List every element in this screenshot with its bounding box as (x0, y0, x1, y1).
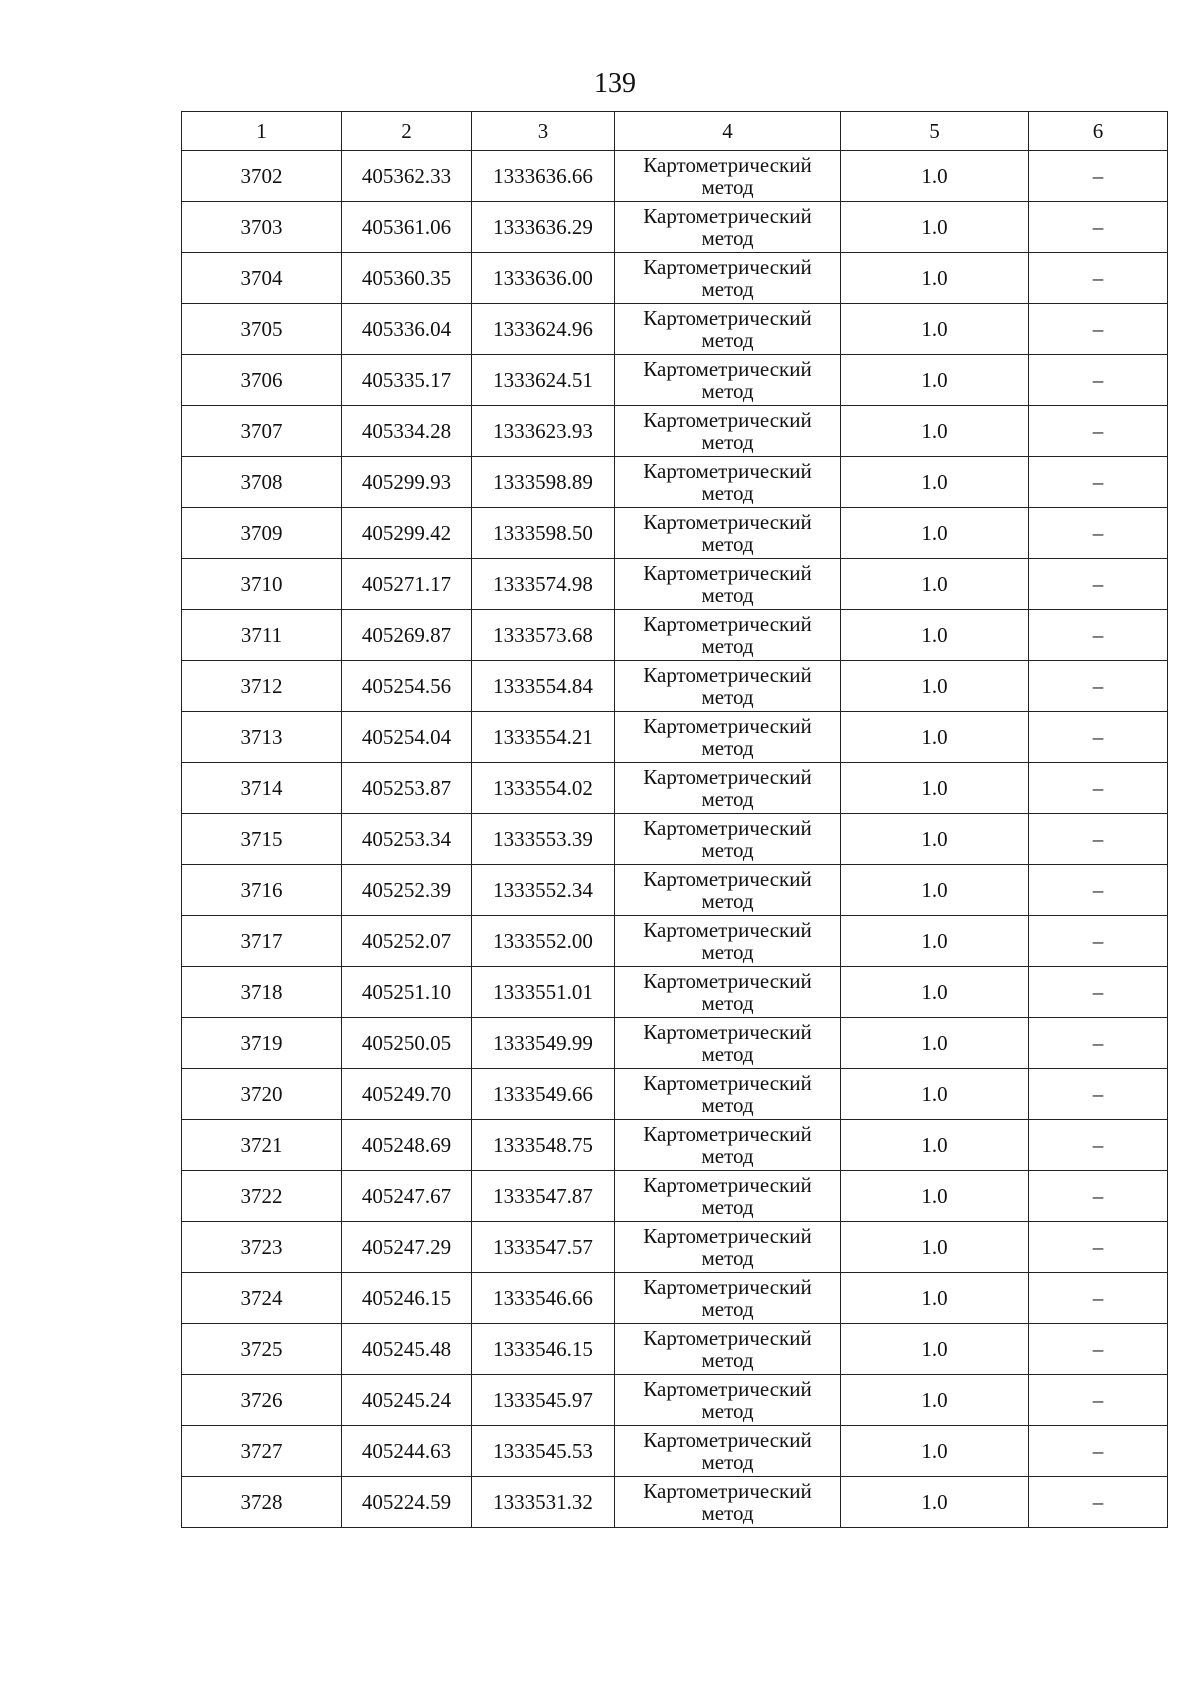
accuracy-cell: 1.0 (841, 712, 1029, 763)
note-cell: – (1029, 304, 1168, 355)
method-cell (615, 1171, 841, 1222)
x-coordinate-cell: 405245.24 (342, 1375, 472, 1426)
point-number-cell: 3725 (182, 1324, 342, 1375)
point-number-cell: 3726 (182, 1375, 342, 1426)
page-number: 139 (594, 68, 636, 99)
y-coordinate-cell: 1333573.68 (472, 610, 615, 661)
method-cell (615, 508, 841, 559)
y-coordinate-cell: 1333545.97 (472, 1375, 615, 1426)
coordinates-table (181, 111, 1168, 1528)
method-cell (615, 151, 841, 202)
table-row (182, 1324, 1168, 1375)
column-header-5: 5 (841, 112, 1029, 151)
y-coordinate-cell: 1333636.66 (472, 151, 615, 202)
y-coordinate-cell: 1333623.93 (472, 406, 615, 457)
accuracy-cell: 1.0 (841, 661, 1029, 712)
x-coordinate-cell: 405249.70 (342, 1069, 472, 1120)
y-coordinate-cell: 1333554.02 (472, 763, 615, 814)
y-coordinate-cell: 1333548.75 (472, 1120, 615, 1171)
accuracy-cell: 1.0 (841, 253, 1029, 304)
method-text-line2: метод (701, 226, 754, 250)
table-row (182, 151, 1168, 202)
x-coordinate-cell: 405361.06 (342, 202, 472, 253)
note-cell: – (1029, 814, 1168, 865)
method-cell (615, 1120, 841, 1171)
note-cell: – (1029, 763, 1168, 814)
point-number-cell: 3727 (182, 1426, 342, 1477)
note-cell: – (1029, 355, 1168, 406)
table-row (182, 763, 1168, 814)
table-row (182, 610, 1168, 661)
column-header-3: 3 (472, 112, 615, 151)
point-number-cell: 3718 (182, 967, 342, 1018)
x-coordinate-cell: 405251.10 (342, 967, 472, 1018)
method-text-line2: метод (701, 328, 754, 352)
method-cell (615, 763, 841, 814)
note-cell: – (1029, 916, 1168, 967)
method-cell (615, 1069, 841, 1120)
note-cell: – (1029, 559, 1168, 610)
method-cell (615, 814, 841, 865)
point-number-cell: 3711 (182, 610, 342, 661)
x-coordinate-cell: 405269.87 (342, 610, 472, 661)
note-cell: – (1029, 1273, 1168, 1324)
note-cell: – (1029, 661, 1168, 712)
accuracy-cell: 1.0 (841, 1018, 1029, 1069)
table-row (182, 967, 1168, 1018)
method-cell (615, 202, 841, 253)
y-coordinate-cell: 1333552.34 (472, 865, 615, 916)
method-text-line1: Картометрический (643, 255, 812, 279)
table-row (182, 508, 1168, 559)
point-number-cell: 3719 (182, 1018, 342, 1069)
y-coordinate-cell: 1333624.51 (472, 355, 615, 406)
accuracy-cell: 1.0 (841, 355, 1029, 406)
accuracy-cell: 1.0 (841, 763, 1029, 814)
accuracy-cell: 1.0 (841, 559, 1029, 610)
y-coordinate-cell: 1333554.84 (472, 661, 615, 712)
table-row (182, 559, 1168, 610)
accuracy-cell: 1.0 (841, 1171, 1029, 1222)
note-cell: – (1029, 1069, 1168, 1120)
accuracy-cell: 1.0 (841, 1222, 1029, 1273)
method-text-line1: Картометрический (643, 561, 812, 585)
table-row (182, 661, 1168, 712)
table-row (182, 304, 1168, 355)
table-body (182, 151, 1168, 1528)
note-cell: – (1029, 253, 1168, 304)
accuracy-cell: 1.0 (841, 1324, 1029, 1375)
method-text-line1: Картометрический (643, 510, 812, 534)
y-coordinate-cell: 1333546.15 (472, 1324, 615, 1375)
x-coordinate-cell: 405254.04 (342, 712, 472, 763)
method-cell (615, 1273, 841, 1324)
y-coordinate-cell: 1333598.89 (472, 457, 615, 508)
point-number-cell: 3723 (182, 1222, 342, 1273)
method-text-line2: метод (701, 1246, 754, 1270)
note-cell: – (1029, 202, 1168, 253)
x-coordinate-cell: 405362.33 (342, 151, 472, 202)
accuracy-cell: 1.0 (841, 151, 1029, 202)
point-number-cell: 3706 (182, 355, 342, 406)
x-coordinate-cell: 405271.17 (342, 559, 472, 610)
point-number-cell: 3728 (182, 1477, 342, 1528)
method-text-line1: Картометрический (643, 918, 812, 942)
method-text-line1: Картометрический (643, 1122, 812, 1146)
table-row (182, 814, 1168, 865)
method-cell (615, 1375, 841, 1426)
method-cell (615, 406, 841, 457)
method-text-line1: Картометрический (643, 867, 812, 891)
method-cell (615, 610, 841, 661)
point-number-cell: 3724 (182, 1273, 342, 1324)
column-header-6: 6 (1029, 112, 1168, 151)
y-coordinate-cell: 1333598.50 (472, 508, 615, 559)
x-coordinate-cell: 405247.67 (342, 1171, 472, 1222)
method-text-line1: Картометрический (643, 765, 812, 789)
method-text-line1: Картометрический (643, 1224, 812, 1248)
accuracy-cell: 1.0 (841, 1120, 1029, 1171)
accuracy-cell: 1.0 (841, 1426, 1029, 1477)
x-coordinate-cell: 405299.93 (342, 457, 472, 508)
table-row (182, 916, 1168, 967)
note-cell: – (1029, 1171, 1168, 1222)
method-cell (615, 1018, 841, 1069)
x-coordinate-cell: 405253.87 (342, 763, 472, 814)
point-number-cell: 3708 (182, 457, 342, 508)
method-cell (615, 1477, 841, 1528)
table-row (182, 355, 1168, 406)
method-text-line2: метод (701, 1450, 754, 1474)
note-cell: – (1029, 610, 1168, 661)
y-coordinate-cell: 1333554.21 (472, 712, 615, 763)
method-text-line2: метод (701, 481, 754, 505)
table-row (182, 1120, 1168, 1171)
method-text-line2: метод (701, 991, 754, 1015)
method-text-line2: метод (701, 1501, 754, 1525)
y-coordinate-cell: 1333574.98 (472, 559, 615, 610)
note-cell: – (1029, 712, 1168, 763)
note-cell: – (1029, 1222, 1168, 1273)
method-text-line1: Картометрический (643, 459, 812, 483)
table-row (182, 1018, 1168, 1069)
point-number-cell: 3712 (182, 661, 342, 712)
y-coordinate-cell: 1333531.32 (472, 1477, 615, 1528)
method-text-line2: метод (701, 1195, 754, 1219)
y-coordinate-cell: 1333624.96 (472, 304, 615, 355)
method-text-line1: Картометрический (643, 1275, 812, 1299)
method-text-line2: метод (701, 889, 754, 913)
point-number-cell: 3715 (182, 814, 342, 865)
x-coordinate-cell: 405336.04 (342, 304, 472, 355)
method-text-line1: Картометрический (643, 1326, 812, 1350)
point-number-cell: 3702 (182, 151, 342, 202)
x-coordinate-cell: 405252.07 (342, 916, 472, 967)
x-coordinate-cell: 405244.63 (342, 1426, 472, 1477)
point-number-cell: 3720 (182, 1069, 342, 1120)
note-cell: – (1029, 457, 1168, 508)
table-row (182, 253, 1168, 304)
accuracy-cell: 1.0 (841, 1477, 1029, 1528)
x-coordinate-cell: 405224.59 (342, 1477, 472, 1528)
method-cell (615, 1222, 841, 1273)
y-coordinate-cell: 1333553.39 (472, 814, 615, 865)
note-cell: – (1029, 1018, 1168, 1069)
point-number-cell: 3710 (182, 559, 342, 610)
method-text-line1: Картометрический (643, 153, 812, 177)
method-text-line2: метод (701, 379, 754, 403)
method-text-line1: Картометрический (643, 1428, 812, 1452)
x-coordinate-cell: 405335.17 (342, 355, 472, 406)
note-cell: – (1029, 1477, 1168, 1528)
method-text-line1: Картометрический (643, 1071, 812, 1095)
note-cell: – (1029, 508, 1168, 559)
x-coordinate-cell: 405247.29 (342, 1222, 472, 1273)
method-text-line1: Картометрический (643, 663, 812, 687)
point-number-cell: 3716 (182, 865, 342, 916)
method-text-line2: метод (701, 532, 754, 556)
note-cell: – (1029, 151, 1168, 202)
method-cell (615, 661, 841, 712)
accuracy-cell: 1.0 (841, 865, 1029, 916)
x-coordinate-cell: 405360.35 (342, 253, 472, 304)
y-coordinate-cell: 1333551.01 (472, 967, 615, 1018)
accuracy-cell: 1.0 (841, 814, 1029, 865)
point-number-cell: 3714 (182, 763, 342, 814)
table-row (182, 1426, 1168, 1477)
point-number-cell: 3709 (182, 508, 342, 559)
method-cell (615, 559, 841, 610)
method-text-line1: Картометрический (643, 816, 812, 840)
accuracy-cell: 1.0 (841, 202, 1029, 253)
method-text-line2: метод (701, 583, 754, 607)
method-cell (615, 865, 841, 916)
accuracy-cell: 1.0 (841, 457, 1029, 508)
accuracy-cell: 1.0 (841, 508, 1029, 559)
accuracy-cell: 1.0 (841, 1273, 1029, 1324)
method-text-line2: метод (701, 1144, 754, 1168)
table-row (182, 712, 1168, 763)
y-coordinate-cell: 1333636.00 (472, 253, 615, 304)
table-row (182, 1375, 1168, 1426)
method-cell (615, 304, 841, 355)
x-coordinate-cell: 405254.56 (342, 661, 472, 712)
accuracy-cell: 1.0 (841, 967, 1029, 1018)
table-row (182, 1069, 1168, 1120)
point-number-cell: 3722 (182, 1171, 342, 1222)
x-coordinate-cell: 405253.34 (342, 814, 472, 865)
method-cell (615, 1324, 841, 1375)
y-coordinate-cell: 1333549.66 (472, 1069, 615, 1120)
x-coordinate-cell: 405248.69 (342, 1120, 472, 1171)
table-row (182, 457, 1168, 508)
point-number-cell: 3707 (182, 406, 342, 457)
method-text-line2: метод (701, 634, 754, 658)
y-coordinate-cell: 1333547.87 (472, 1171, 615, 1222)
accuracy-cell: 1.0 (841, 406, 1029, 457)
x-coordinate-cell: 405246.15 (342, 1273, 472, 1324)
x-coordinate-cell: 405252.39 (342, 865, 472, 916)
method-text-line1: Картометрический (643, 969, 812, 993)
method-text-line2: метод (701, 1093, 754, 1117)
table-row (182, 1171, 1168, 1222)
table-row (182, 406, 1168, 457)
y-coordinate-cell: 1333546.66 (472, 1273, 615, 1324)
method-text-line2: метод (701, 175, 754, 199)
point-number-cell: 3713 (182, 712, 342, 763)
accuracy-cell: 1.0 (841, 610, 1029, 661)
note-cell: – (1029, 1324, 1168, 1375)
method-cell (615, 967, 841, 1018)
method-text-line1: Картометрический (643, 1173, 812, 1197)
method-text-line1: Картометрический (643, 612, 812, 636)
point-number-cell: 3717 (182, 916, 342, 967)
method-text-line1: Картометрический (643, 1020, 812, 1044)
method-cell (615, 916, 841, 967)
method-text-line2: метод (701, 430, 754, 454)
method-cell (615, 712, 841, 763)
method-text-line1: Картометрический (643, 1377, 812, 1401)
column-header-1: 1 (182, 112, 342, 151)
method-text-line2: метод (701, 1399, 754, 1423)
point-number-cell: 3705 (182, 304, 342, 355)
method-text-line1: Картометрический (643, 306, 812, 330)
method-text-line1: Картометрический (643, 1479, 812, 1503)
y-coordinate-cell: 1333547.57 (472, 1222, 615, 1273)
method-text-line1: Картометрический (643, 714, 812, 738)
x-coordinate-cell: 405245.48 (342, 1324, 472, 1375)
y-coordinate-cell: 1333552.00 (472, 916, 615, 967)
method-cell (615, 1426, 841, 1477)
x-coordinate-cell: 405299.42 (342, 508, 472, 559)
method-text-line2: метод (701, 1297, 754, 1321)
accuracy-cell: 1.0 (841, 916, 1029, 967)
point-number-cell: 3704 (182, 253, 342, 304)
note-cell: – (1029, 1375, 1168, 1426)
table-row (182, 1477, 1168, 1528)
method-cell (615, 253, 841, 304)
point-number-cell: 3721 (182, 1120, 342, 1171)
method-cell (615, 355, 841, 406)
y-coordinate-cell: 1333636.29 (472, 202, 615, 253)
table-row (182, 202, 1168, 253)
method-text-line2: метод (701, 787, 754, 811)
x-coordinate-cell: 405250.05 (342, 1018, 472, 1069)
accuracy-cell: 1.0 (841, 1069, 1029, 1120)
note-cell: – (1029, 1120, 1168, 1171)
method-text-line1: Картометрический (643, 357, 812, 381)
y-coordinate-cell: 1333549.99 (472, 1018, 615, 1069)
note-cell: – (1029, 967, 1168, 1018)
method-text-line2: метод (701, 1042, 754, 1066)
accuracy-cell: 1.0 (841, 304, 1029, 355)
column-header-4: 4 (615, 112, 841, 151)
table-row (182, 865, 1168, 916)
note-cell: – (1029, 865, 1168, 916)
table-row (182, 1273, 1168, 1324)
method-text-line2: метод (701, 277, 754, 301)
method-text-line2: метод (701, 838, 754, 862)
method-text-line1: Картометрический (643, 204, 812, 228)
table-header-row (182, 112, 1168, 151)
note-cell: – (1029, 1426, 1168, 1477)
method-text-line1: Картометрический (643, 408, 812, 432)
x-coordinate-cell: 405334.28 (342, 406, 472, 457)
point-number-cell: 3703 (182, 202, 342, 253)
table-row (182, 1222, 1168, 1273)
note-cell: – (1029, 406, 1168, 457)
method-text-line2: метод (701, 736, 754, 760)
method-text-line2: метод (701, 940, 754, 964)
column-header-2: 2 (342, 112, 472, 151)
method-cell (615, 457, 841, 508)
method-text-line2: метод (701, 685, 754, 709)
method-text-line2: метод (701, 1348, 754, 1372)
accuracy-cell: 1.0 (841, 1375, 1029, 1426)
y-coordinate-cell: 1333545.53 (472, 1426, 615, 1477)
